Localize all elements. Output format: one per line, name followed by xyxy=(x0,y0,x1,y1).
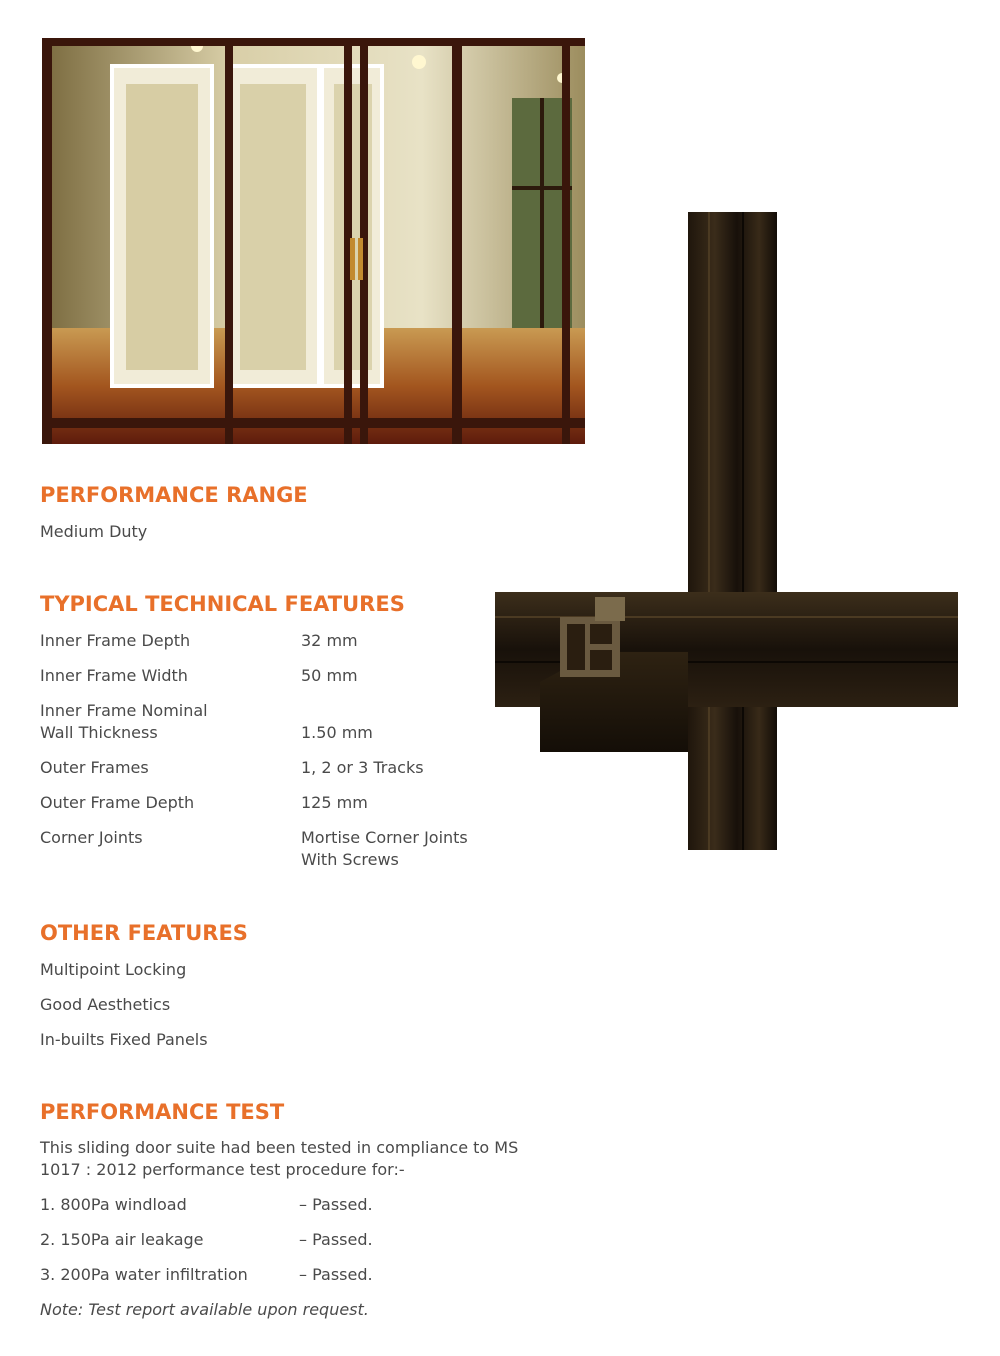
other-feature-item: Multipoint Locking xyxy=(40,960,187,979)
spec-label-outer-frame-depth: Outer Frame Depth xyxy=(40,793,195,812)
spec-label-inner-frame-depth: Inner Frame Depth xyxy=(40,631,191,650)
performance-range-value: Medium Duty xyxy=(40,522,148,541)
spec-label-outer-frames: Outer Frames xyxy=(40,758,149,777)
test-report-note: Note: Test report available upon request. xyxy=(40,1300,369,1319)
spec-label-inner-frame-width: Inner Frame Width xyxy=(40,666,188,685)
spec-value-corner-joints: Mortise Corner Joints With Screws xyxy=(301,828,468,869)
spec-value-inner-frame-width: 50 mm xyxy=(301,666,358,685)
other-features-heading: OTHER FEATURES xyxy=(40,921,248,945)
spec-label-wall-thickness: Inner Frame Nominal Wall Thickness xyxy=(40,701,208,742)
spec-value-inner-frame-depth: 32 mm xyxy=(301,631,358,650)
frame-profile-illustration xyxy=(495,212,958,850)
frame-profile-image xyxy=(495,212,958,850)
other-feature-item: Good Aesthetics xyxy=(40,995,171,1014)
spec-value-outer-frame-depth: 125 mm xyxy=(301,793,368,812)
spec-value-wall-thickness: 1.50 mm xyxy=(301,723,373,742)
test-result-windload: – Passed. xyxy=(299,1195,373,1214)
test-result-air-leakage: – Passed. xyxy=(299,1230,373,1249)
test-item-windload: 1. 800Pa windload xyxy=(40,1195,187,1214)
spec-label-corner-joints: Corner Joints xyxy=(40,828,143,847)
performance-test-intro: This sliding door suite had been tested in compliance to MS 1017 : 2012 performance test procedure for:- xyxy=(40,1138,519,1179)
performance-test-heading: PERFORMANCE TEST xyxy=(40,1100,285,1124)
performance-range-heading: PERFORMANCE RANGE xyxy=(40,483,308,507)
test-result-water-infiltration: – Passed. xyxy=(299,1265,373,1284)
technical-features-heading: TYPICAL TECHNICAL FEATURES xyxy=(40,592,405,616)
test-item-water-infiltration: 3. 200Pa water infiltration xyxy=(40,1265,248,1284)
other-feature-item: In-builts Fixed Panels xyxy=(40,1030,208,1049)
test-item-air-leakage: 2. 150Pa air leakage xyxy=(40,1230,204,1249)
spec-value-outer-frames: 1, 2 or 3 Tracks xyxy=(301,758,424,777)
